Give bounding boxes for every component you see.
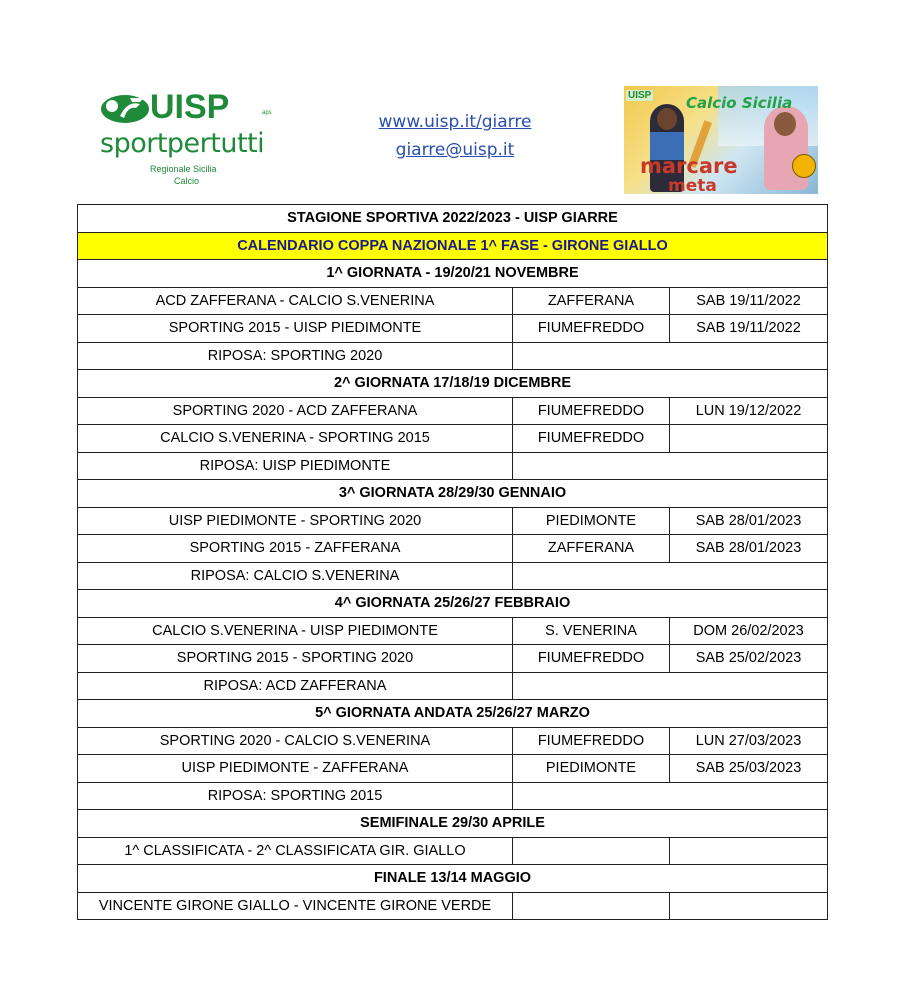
match-teams: VINCENTE GIRONE GIALLO - VINCENTE GIRONE VERDE: [78, 892, 513, 920]
schedule-table: [77, 204, 828, 920]
match-teams: SPORTING 2020 - ACD ZAFFERANA: [78, 397, 513, 425]
match-teams: SPORTING 2020 - CALCIO S.VENERINA: [78, 727, 513, 755]
match-row: [78, 425, 828, 453]
round-heading-row: [78, 370, 828, 398]
rest-blank: [513, 342, 828, 370]
rest-row: [78, 562, 828, 590]
rest-row: [78, 782, 828, 810]
match-row: [78, 397, 828, 425]
rugby-ball-icon: [792, 154, 816, 178]
rest-team: RIPOSA: SPORTING 2020: [78, 342, 513, 370]
match-venue: FIUMEFREDDO: [513, 425, 670, 453]
subtitle-row: [78, 232, 828, 260]
football-player-icon: [100, 94, 150, 124]
round-heading-row: [78, 480, 828, 508]
match-teams: UISP PIEDIMONTE - SPORTING 2020: [78, 507, 513, 535]
match-venue: [513, 837, 670, 865]
banner-badge: UISP: [628, 90, 652, 101]
rest-team: RIPOSA: UISP PIEDIMONTE: [78, 452, 513, 480]
match-venue: PIEDIMONTE: [513, 507, 670, 535]
rest-blank: [513, 452, 828, 480]
banner-slogan-line2: meta: [668, 176, 717, 194]
rest-team: RIPOSA: CALCIO S.VENERINA: [78, 562, 513, 590]
match-venue: FIUMEFREDDO: [513, 645, 670, 673]
round-heading-row: [78, 810, 828, 838]
email-link[interactable]: giarre@uisp.it: [395, 140, 515, 160]
round-heading-row: [78, 865, 828, 893]
match-row: [78, 837, 828, 865]
match-venue: FIUMEFREDDO: [513, 727, 670, 755]
season-title: STAGIONE SPORTIVA 2022/2023 - UISP GIARRE: [78, 205, 828, 233]
round-heading: 1^ GIORNATA - 19/20/21 NOVEMBRE: [78, 260, 828, 288]
match-venue: FIUMEFREDDO: [513, 397, 670, 425]
match-teams: CALCIO S.VENERINA - UISP PIEDIMONTE: [78, 617, 513, 645]
logo-tagline: sportpertutti: [100, 128, 265, 159]
calendar-subtitle: CALENDARIO COPPA NAZIONALE 1^ FASE - GIRONE GIALLO: [78, 232, 828, 260]
logo-sport: Calcio: [174, 176, 200, 186]
round-heading: 2^ GIORNATA 17/18/19 DICEMBRE: [78, 370, 828, 398]
match-date: SAB 19/11/2022: [670, 315, 828, 343]
match-venue: S. VENERINA: [513, 617, 670, 645]
website-link[interactable]: www.uisp.it/giarre: [378, 112, 532, 132]
match-teams: 1^ CLASSIFICATA - 2^ CLASSIFICATA GIR. GIALLO: [78, 837, 513, 865]
match-row: [78, 755, 828, 783]
match-date: LUN 27/03/2023: [670, 727, 828, 755]
match-venue: ZAFFERANA: [513, 287, 670, 315]
rest-blank: [513, 672, 828, 700]
round-heading: 5^ GIORNATA ANDATA 25/26/27 MARZO: [78, 700, 828, 728]
title-row: [78, 205, 828, 233]
schedule-body: [78, 205, 828, 920]
match-teams: SPORTING 2015 - SPORTING 2020: [78, 645, 513, 673]
round-heading-row: [78, 590, 828, 618]
campaign-banner: [624, 86, 818, 194]
match-row: [78, 507, 828, 535]
match-date: SAB 25/02/2023: [670, 645, 828, 673]
rest-blank: [513, 782, 828, 810]
match-date: DOM 26/02/2023: [670, 617, 828, 645]
rest-team: RIPOSA: ACD ZAFFERANA: [78, 672, 513, 700]
uisp-logo: [98, 88, 280, 192]
match-row: [78, 727, 828, 755]
match-row: [78, 645, 828, 673]
match-teams: SPORTING 2015 - UISP PIEDIMONTE: [78, 315, 513, 343]
match-date: SAB 28/01/2023: [670, 535, 828, 563]
round-heading: 3^ GIORNATA 28/29/30 GENNAIO: [78, 480, 828, 508]
match-venue: [513, 892, 670, 920]
match-teams: SPORTING 2015 - ZAFFERANA: [78, 535, 513, 563]
match-teams: ACD ZAFFERANA - CALCIO S.VENERINA: [78, 287, 513, 315]
match-row: [78, 315, 828, 343]
match-date: [670, 425, 828, 453]
round-heading-row: [78, 700, 828, 728]
rest-row: [78, 672, 828, 700]
match-date: LUN 19/12/2022: [670, 397, 828, 425]
rest-team: RIPOSA: SPORTING 2015: [78, 782, 513, 810]
match-date: SAB 19/11/2022: [670, 287, 828, 315]
match-venue: PIEDIMONTE: [513, 755, 670, 783]
logo-uisp-text: UISP: [150, 88, 230, 126]
match-row: [78, 617, 828, 645]
match-row: [78, 892, 828, 920]
banner-slogan-line1: marcare: [640, 154, 738, 178]
round-heading: SEMIFINALE 29/30 APRILE: [78, 810, 828, 838]
match-date: SAB 28/01/2023: [670, 507, 828, 535]
banner-slogan: [640, 156, 738, 194]
round-heading-row: [78, 260, 828, 288]
logo-aps-text: aps: [262, 110, 272, 116]
rest-row: [78, 452, 828, 480]
round-heading: FINALE 13/14 MAGGIO: [78, 865, 828, 893]
match-teams: CALCIO S.VENERINA - SPORTING 2015: [78, 425, 513, 453]
rest-blank: [513, 562, 828, 590]
match-date: SAB 25/03/2023: [670, 755, 828, 783]
banner-title: Calcio Sicilia: [686, 94, 793, 112]
match-venue: ZAFFERANA: [513, 535, 670, 563]
match-row: [78, 287, 828, 315]
logo-region: Regionale Sicilia: [150, 164, 217, 174]
round-heading: 4^ GIORNATA 25/26/27 FEBBRAIO: [78, 590, 828, 618]
rest-row: [78, 342, 828, 370]
match-date: [670, 837, 828, 865]
match-row: [78, 535, 828, 563]
match-venue: FIUMEFREDDO: [513, 315, 670, 343]
contact-links: [360, 108, 550, 164]
match-teams: UISP PIEDIMONTE - ZAFFERANA: [78, 755, 513, 783]
match-date: [670, 892, 828, 920]
